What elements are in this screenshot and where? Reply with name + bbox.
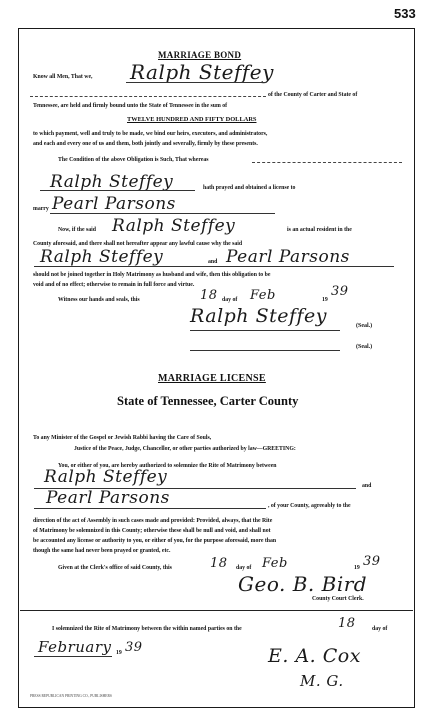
handwritten-groom-1: Ralph Steffey [50, 172, 174, 192]
given-day: 18 [210, 556, 228, 571]
document-border [18, 28, 415, 708]
officiant-signature: E. A. Cox [268, 645, 361, 667]
handwritten-groom-3: Ralph Steffey [40, 247, 164, 267]
dashed-line [252, 162, 402, 163]
license-state-title: State of Tennessee, Carter County [117, 394, 299, 408]
section-divider [20, 610, 413, 611]
witness-text: Witness our hands and seals, this [58, 297, 140, 303]
payment-line-2: and each and every one of us and them, both jointly and severally, firmly by these presents. [33, 141, 258, 147]
seal-label-1: (Seal.) [356, 323, 373, 329]
officiant-title: M. G. [300, 672, 344, 690]
handwritten-groom-license: Ralph Steffey [44, 467, 168, 487]
fill-line [50, 213, 275, 214]
signature-line [190, 330, 340, 331]
signature-line [126, 82, 266, 83]
fill-line [34, 266, 394, 267]
handwritten-bride-2: Pearl Parsons [226, 247, 350, 267]
fill-line [34, 508, 266, 509]
witness-year: 39 [331, 284, 349, 299]
handwritten-bride-1: Pearl Parsons [52, 194, 176, 214]
void-text: void and of no effect; otherwise to remain in full force and virtue. [33, 282, 195, 288]
direction-line-2: of Matrimony be solemnized in this County; otherwise these shall be null and void, and shall not [33, 528, 271, 534]
bond-title: MARRIAGE BOND [158, 50, 242, 60]
day-of-text-license: day of [236, 565, 252, 571]
county-line-text: of the County of Carter and State of [268, 92, 358, 98]
printer-footer: PRESS REPUBLICAN PRINTING CO., PUBLISHERS [30, 694, 112, 698]
county-aforesaid-text: County aforesaid, and there shall not hereafter appear any lawful cause why the said [33, 241, 243, 247]
witness-day: 18 [200, 288, 218, 303]
given-month: Feb [262, 556, 288, 571]
and-text: and [208, 259, 218, 265]
justice-text: Justice of the Peace, Judge, Chancellor, or other parties authorized by law—GREETING: [74, 446, 296, 452]
fill-line [34, 656, 112, 657]
given-text: Given at the Clerk's office of said County, this [58, 565, 172, 571]
license-title: MARRIAGE LICENSE [158, 373, 266, 384]
actual-resident-text: is an actual resident in the [287, 227, 352, 233]
tennessee-line-text: Tennessee, are held and firmly bound unto the State of Tennessee in the sum of [33, 103, 228, 109]
handwritten-groom-2: Ralph Steffey [112, 216, 236, 236]
groom-signature-bottom: Ralph Steffey [190, 305, 328, 327]
clerk-title: County Court Clerk. [312, 596, 364, 602]
handwritten-bride-license: Pearl Parsons [46, 488, 170, 508]
fill-line [40, 190, 195, 191]
given-year-prefix: 19 [354, 565, 360, 571]
know-all-text: Know all Men, That we, [33, 74, 93, 80]
day-of-text-return: day of [372, 626, 388, 632]
signature-line [190, 350, 340, 351]
solemnized-year: 39 [125, 640, 143, 655]
direction-line-1: direction of the act of Assembly in such cases made and provided: Provided, always, that the Rite [33, 518, 273, 524]
marry-text: marry [33, 206, 49, 212]
should-not-text: should not be joined together in Holy Matrimony as husband and wife, then this obligation to be [33, 272, 271, 278]
direction-line-3: be accounted any license or authority to you, or either of you, for the purpose aforesaid, more than [33, 538, 277, 544]
witness-month: Feb [250, 288, 276, 303]
dashed-line [30, 96, 266, 97]
given-year: 39 [363, 554, 381, 569]
direction-line-4: though the same had never been prayed or granted, etc. [33, 548, 171, 554]
day-of-text: day of [222, 297, 238, 303]
payment-line-1: to which payment, well and truly to be made, we bind our heirs, executors, and administrators, [33, 131, 268, 137]
seal-label-2: (Seal.) [356, 344, 373, 350]
now-if-text: Now, if the said [58, 227, 97, 233]
year-prefix: 19 [322, 297, 328, 303]
solemnized-day: 18 [338, 616, 356, 631]
solemnized-text: I solemnized the Rite of Matrimony between the within named parties on the [52, 626, 242, 632]
bond-sum: TWELVE HUNDRED AND FIFTY DOLLARS [127, 116, 257, 123]
you-or-text: You, or either of you, are hereby authorized to solemnize the Rite of Matrimony between [58, 463, 277, 469]
condition-text: The Condition of the above Obligation is Such, That whereas [58, 157, 209, 163]
and-text-license: and [362, 483, 372, 489]
page-number: 533 [394, 6, 416, 21]
solemnized-month: February [38, 638, 112, 656]
groom-signature-top: Ralph Steffey [130, 60, 274, 84]
to-any-text: To any Minister of the Gospel or Jewish Rabbi having the Care of Souls, [33, 435, 212, 441]
return-year-prefix: 19 [116, 650, 122, 656]
hath-prayed-text: hath prayed and obtained a license to [203, 185, 296, 191]
of-county-text: , of your County, agreeably to the [268, 503, 351, 509]
clerk-signature: Geo. B. Bird [238, 572, 368, 596]
